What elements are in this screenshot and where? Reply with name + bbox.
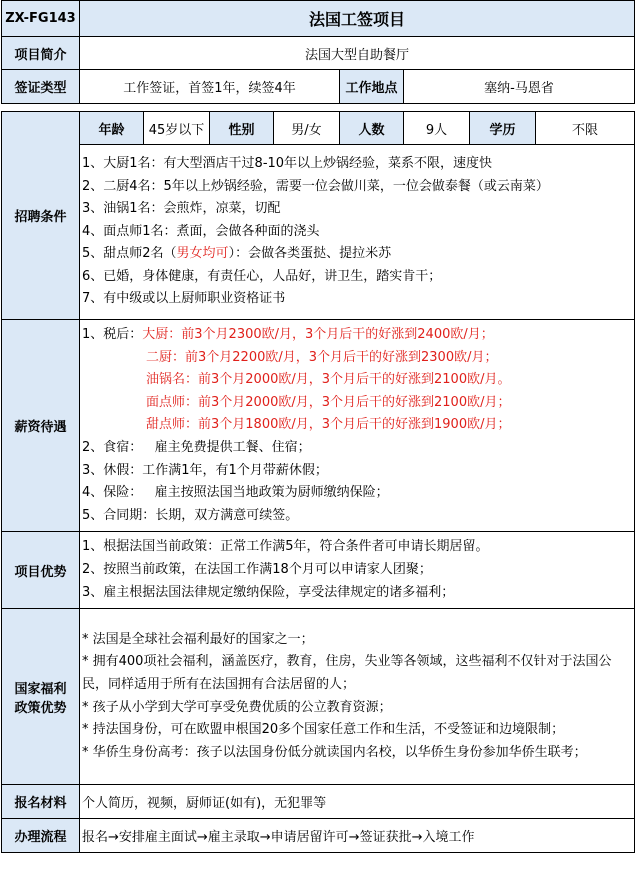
intro-row	[2, 37, 635, 70]
salary-list	[80, 320, 635, 532]
welfare-item: * 法国是全球社会福利最好的国家之一；	[82, 631, 314, 647]
requirements-label: 招聘条件	[2, 112, 80, 320]
salary-sous-chef: 二厨：前3个月2200欧/月，3个月后干的好涨到2300欧/月；	[146, 349, 498, 365]
salary-item	[82, 324, 634, 347]
salary-prefix: 1、税后：	[82, 327, 143, 342]
count-value: 9人	[404, 112, 470, 145]
salary-item: 2、食宿： 雇主免费提供工餐、住宿；	[82, 439, 311, 455]
salary-chef: 大厨：前3个月2300欧/月，3个月后干的好涨到2400欧/月；	[142, 327, 494, 342]
requirement-item: 3、油锅1名：会煎炸，凉菜，切配	[82, 201, 281, 217]
spacer-row	[2, 104, 635, 112]
welfare-row	[2, 609, 635, 785]
welfare-item: * 拥有400项社会福利，涵盖医疗，教育，住房，失业等各领域，这些福利不仅针对于法国公民，同样适用于所有在法国拥有合法居留的人；	[82, 654, 612, 693]
project-code: ZX-FG143	[2, 1, 80, 37]
welfare-item: * 华侨生身份高考：孩子以法国身份低分就读国内名校，以华侨生身份参加华侨生联考；	[82, 744, 587, 760]
education-value: 不限	[536, 112, 635, 145]
welfare-label-line1: 国家福利	[14, 681, 67, 697]
project-table	[1, 0, 635, 853]
advantage-list	[80, 532, 635, 609]
materials-label: 报名材料	[2, 785, 80, 819]
location-value: 塞纳-马恩省	[404, 70, 635, 104]
salary-fryer: 油锅名：前3个月2000欧/月，3个月后干的好涨到2100欧/月。	[146, 372, 511, 388]
materials-row	[2, 785, 635, 819]
salary-item: 5、合同期：长期，双方满意可续签。	[82, 507, 299, 523]
salary-label: 薪资待遇	[2, 320, 80, 532]
salary-row	[2, 320, 635, 532]
requirement-5-suffix: ）：会做各类蛋挞、提拉米苏	[228, 246, 392, 262]
salary-item: 3、休假：工作满1年，有1个月带薪休假；	[82, 462, 328, 478]
welfare-label	[2, 609, 80, 785]
location-label: 工作地点	[340, 70, 404, 104]
age-value: 45岁以下	[144, 112, 210, 145]
visa-value: 工作签证，首签1年，续签4年	[80, 70, 340, 104]
requirement-item: 7、有中级或以上厨师职业资格证书	[82, 291, 286, 307]
education-label: 学历	[470, 112, 536, 145]
visa-label: 签证类型	[2, 70, 80, 104]
age-label: 年龄	[80, 112, 144, 145]
gender-value: 男/女	[274, 112, 340, 145]
salary-item: 4、保险： 雇主按照法国当地政策为厨师缴纳保险；	[82, 485, 389, 501]
process-row	[2, 819, 635, 853]
page-title: 法国工签项目	[80, 1, 635, 37]
advantage-item: 1、根据法国当前政策：正常工作满5年，符合条件者可申请长期居留。	[82, 539, 489, 555]
spacer	[2, 104, 635, 112]
welfare-item: * 孩子从小学到大学可享受免费优质的公立教育资源；	[82, 699, 392, 715]
requirement-item	[82, 243, 634, 266]
header-row	[2, 1, 635, 37]
requirement-item: 1、大厨1名：有大型酒店干过8-10年以上炒锅经验，菜系不限，速度快	[82, 155, 493, 171]
advantage-label: 项目优势	[2, 532, 80, 609]
welfare-list	[80, 609, 635, 785]
requirement-item: 6、已婚，身体健康，有责任心，人品好，讲卫生，踏实肯干；	[82, 268, 442, 284]
count-label: 人数	[340, 112, 404, 145]
visa-row	[2, 70, 635, 104]
gender-note: 男女均可	[176, 246, 229, 262]
requirements-list	[80, 145, 635, 320]
process-label: 办理流程	[2, 819, 80, 853]
advantage-item: 2、按照当前政策，在法国工作满18个月可以申请家人团聚；	[82, 561, 432, 577]
requirement-item: 2、二厨4名：5年以上炒锅经验，需要一位会做川菜，一位会做泰餐（或云南菜）	[82, 178, 549, 194]
requirement-5-prefix: 5、甜点师2名（	[82, 246, 177, 262]
intro-label: 项目简介	[2, 37, 80, 70]
process-value: 报名→安排雇主面试→雇主录取→申请居留许可→签证获批→入境工作	[80, 819, 635, 853]
requirements-row	[2, 145, 635, 320]
welfare-label-line2: 政策优势	[14, 700, 67, 716]
salary-pastry-chef: 甜点师：前3个月1800欧/月，3个月后干的好涨到1900欧/月；	[146, 417, 511, 433]
salary-noodle-chef: 面点师：前3个月2000欧/月，3个月后干的好涨到2100欧/月；	[146, 394, 511, 410]
advantage-row	[2, 532, 635, 609]
advantage-item: 3、雇主根据法国法律规定缴纳保险，享受法律规定的诸多福利；	[82, 584, 455, 600]
gender-label: 性别	[210, 112, 274, 145]
materials-value: 个人简历，视频，厨师证(如有)，无犯罪等	[80, 785, 635, 819]
intro-value: 法国大型自助餐厅	[80, 37, 635, 70]
attributes-row	[2, 112, 635, 145]
welfare-item: * 持法国身份，可在欧盟申根国20多个国家任意工作和生活，不受签证和边境限制；	[82, 722, 565, 738]
requirement-item: 4、面点师1名：煮面，会做各种面的浇头	[82, 223, 320, 239]
